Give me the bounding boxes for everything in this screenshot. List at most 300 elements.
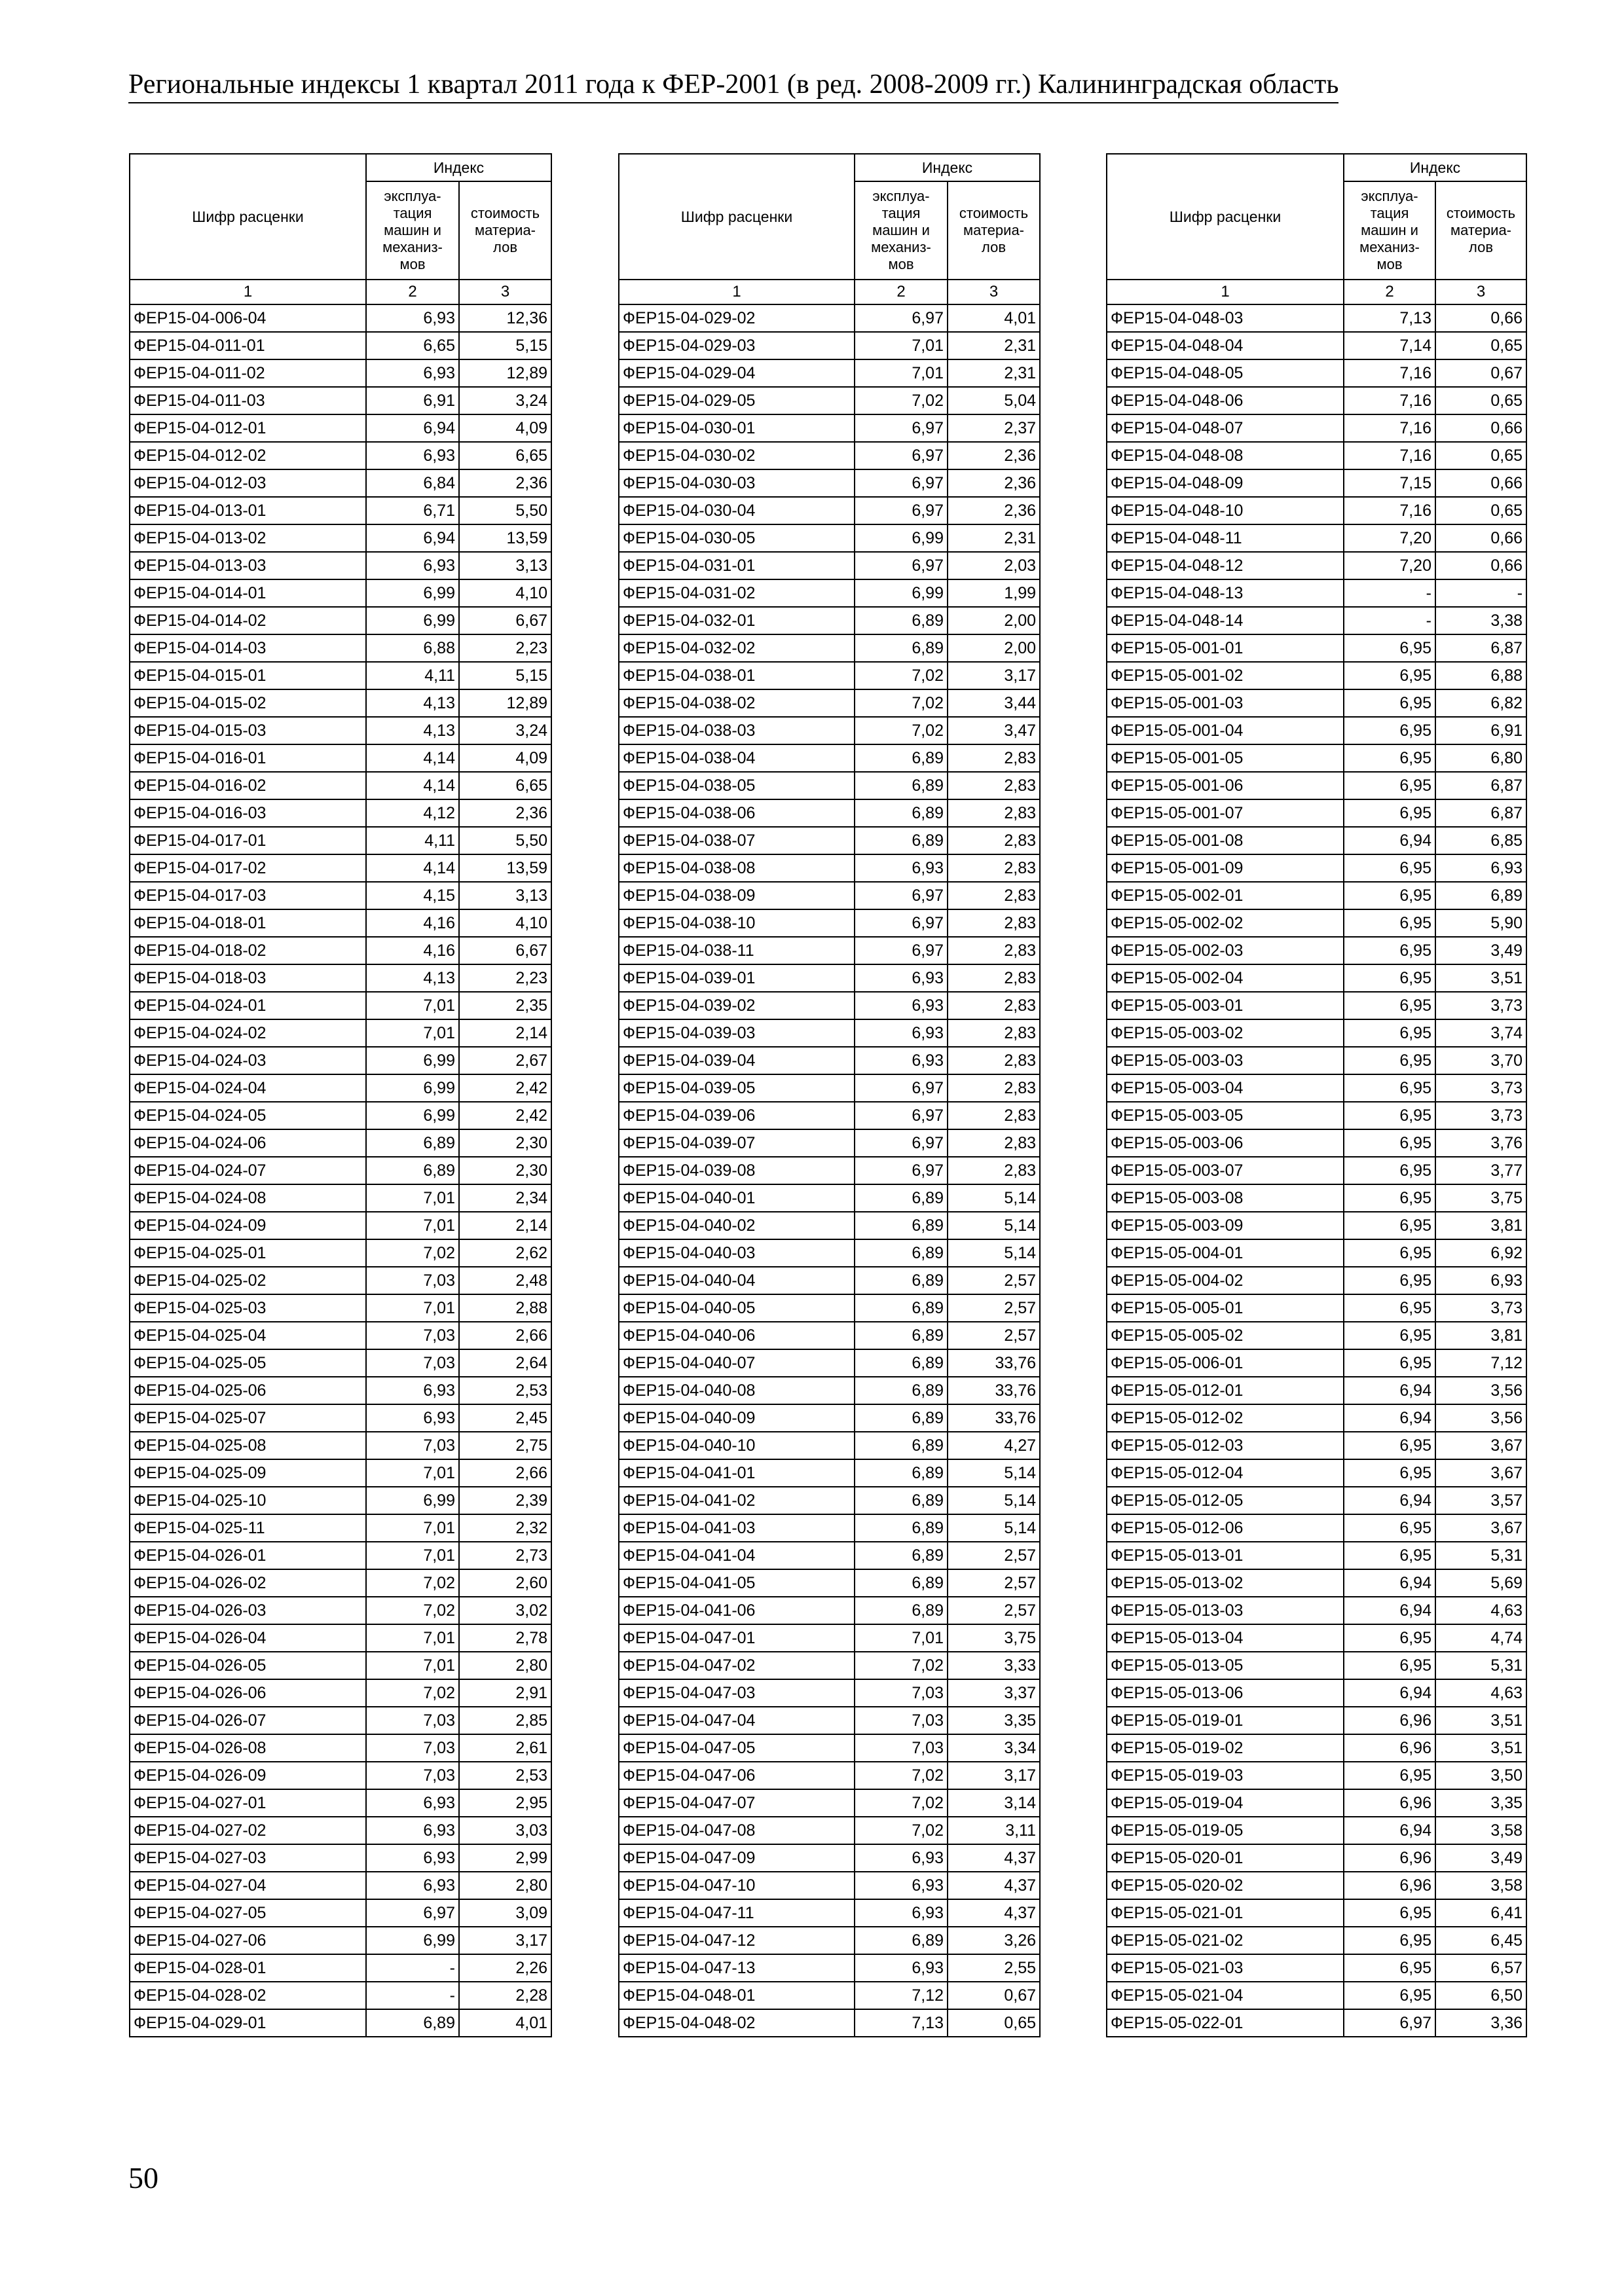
machines-index-cell: 7,01 xyxy=(366,1542,459,1569)
machines-index-cell: 6,89 xyxy=(855,1404,948,1432)
materials-index-cell: 4,74 xyxy=(1435,1624,1526,1652)
materials-index-cell: 2,83 xyxy=(948,772,1040,799)
machines-index-cell: 6,88 xyxy=(366,634,459,662)
materials-index-cell: 6,65 xyxy=(459,772,551,799)
machines-index-cell: 7,01 xyxy=(366,1624,459,1652)
machines-index-cell: 7,13 xyxy=(855,2009,948,2037)
table-row xyxy=(1107,1569,1526,1597)
materials-index-cell: 2,83 xyxy=(948,964,1040,992)
table-row xyxy=(1107,1487,1526,1514)
machines-index-cell: 4,11 xyxy=(366,827,459,854)
machines-index-cell: 6,95 xyxy=(1344,1157,1435,1184)
table-row xyxy=(1107,1294,1526,1322)
table-row xyxy=(1107,359,1526,387)
table-row xyxy=(130,1734,551,1762)
rate-code-cell: ФЕР15-04-018-01 xyxy=(130,909,366,937)
machines-index-cell: 6,93 xyxy=(366,1844,459,1872)
materials-index-cell: 3,77 xyxy=(1435,1157,1526,1184)
header-materials: стоимость материа-лов xyxy=(459,181,551,280)
materials-index-cell: 2,83 xyxy=(948,799,1040,827)
table-row xyxy=(130,332,551,359)
table-row xyxy=(130,1377,551,1404)
machines-index-cell: 6,93 xyxy=(366,1404,459,1432)
rate-code-cell: ФЕР15-05-002-01 xyxy=(1107,882,1344,909)
machines-index-cell: 6,97 xyxy=(855,1129,948,1157)
table-row xyxy=(619,414,1040,442)
machines-index-cell: 6,89 xyxy=(855,634,948,662)
rate-code-cell: ФЕР15-04-029-05 xyxy=(619,387,855,414)
rate-code-cell: ФЕР15-04-027-05 xyxy=(130,1899,366,1927)
rate-code-cell: ФЕР15-04-024-03 xyxy=(130,1047,366,1074)
machines-index-cell: 6,89 xyxy=(855,1542,948,1569)
machines-index-cell: 6,93 xyxy=(366,1789,459,1817)
table-row xyxy=(130,1872,551,1899)
machines-index-cell: 7,02 xyxy=(366,1597,459,1624)
table-row xyxy=(130,799,551,827)
rate-code-cell: ФЕР15-05-013-04 xyxy=(1107,1624,1344,1652)
materials-index-cell: 4,63 xyxy=(1435,1597,1526,1624)
machines-index-cell: 6,93 xyxy=(366,552,459,579)
machines-index-cell: 6,94 xyxy=(366,524,459,552)
rate-code-cell: ФЕР15-04-048-02 xyxy=(619,2009,855,2037)
rate-code-cell: ФЕР15-05-002-03 xyxy=(1107,937,1344,964)
rate-code-cell: ФЕР15-04-039-04 xyxy=(619,1047,855,1074)
materials-index-cell: 6,85 xyxy=(1435,827,1526,854)
table-row xyxy=(130,1514,551,1542)
materials-index-cell: 3,56 xyxy=(1435,1404,1526,1432)
table-row xyxy=(1107,1679,1526,1707)
materials-index-cell: 2,83 xyxy=(948,882,1040,909)
rate-code-cell: ФЕР15-04-030-02 xyxy=(619,442,855,469)
machines-index-cell: 7,03 xyxy=(855,1679,948,1707)
machines-index-cell: 7,20 xyxy=(1344,524,1435,552)
rate-code-cell: ФЕР15-04-030-03 xyxy=(619,469,855,497)
table-row xyxy=(1107,442,1526,469)
table-row xyxy=(1107,2009,1526,2037)
rate-code-cell: ФЕР15-04-048-13 xyxy=(1107,579,1344,607)
machines-index-cell: 7,03 xyxy=(366,1432,459,1459)
rate-code-cell: ФЕР15-04-038-01 xyxy=(619,662,855,689)
table-row xyxy=(130,1047,551,1074)
table-row xyxy=(619,1129,1040,1157)
materials-index-cell: 4,09 xyxy=(459,414,551,442)
rate-code-cell: ФЕР15-05-001-09 xyxy=(1107,854,1344,882)
table-row xyxy=(1107,937,1526,964)
machines-index-cell: 6,94 xyxy=(1344,1597,1435,1624)
table-row xyxy=(1107,1652,1526,1679)
materials-index-cell: 2,31 xyxy=(948,359,1040,387)
materials-index-cell: 6,93 xyxy=(1435,1267,1526,1294)
machines-index-cell: 6,95 xyxy=(1344,1542,1435,1569)
machines-index-cell: 6,97 xyxy=(855,469,948,497)
rate-code-cell: ФЕР15-04-006-04 xyxy=(130,304,366,332)
machines-index-cell: 7,01 xyxy=(366,992,459,1019)
machines-index-cell: 7,03 xyxy=(366,1707,459,1734)
rate-code-cell: ФЕР15-04-024-07 xyxy=(130,1157,366,1184)
machines-index-cell: 6,99 xyxy=(366,1927,459,1954)
materials-index-cell: 6,87 xyxy=(1435,799,1526,827)
rate-code-cell: ФЕР15-05-019-04 xyxy=(1107,1789,1344,1817)
machines-index-cell: 6,93 xyxy=(855,854,948,882)
table-row xyxy=(130,992,551,1019)
table-row xyxy=(130,1762,551,1789)
page-number: 50 xyxy=(128,2161,158,2195)
table-row xyxy=(130,827,551,854)
rate-code-cell: ФЕР15-04-040-05 xyxy=(619,1294,855,1322)
rate-code-cell: ФЕР15-05-021-03 xyxy=(1107,1954,1344,1982)
table-row xyxy=(619,1542,1040,1569)
materials-index-cell: 2,62 xyxy=(459,1239,551,1267)
machines-index-cell: 4,16 xyxy=(366,909,459,937)
rate-code-cell: ФЕР15-05-019-03 xyxy=(1107,1762,1344,1789)
machines-index-cell: 7,01 xyxy=(366,1459,459,1487)
rate-code-cell: ФЕР15-04-039-02 xyxy=(619,992,855,1019)
machines-index-cell: 6,95 xyxy=(1344,634,1435,662)
materials-index-cell: 2,34 xyxy=(459,1184,551,1212)
machines-index-cell: 6,89 xyxy=(855,1597,948,1624)
table-row xyxy=(130,882,551,909)
machines-index-cell: 6,89 xyxy=(855,744,948,772)
table-row xyxy=(1107,662,1526,689)
rate-code-cell: ФЕР15-05-022-01 xyxy=(1107,2009,1344,2037)
table-row xyxy=(619,552,1040,579)
table-row xyxy=(130,387,551,414)
materials-index-cell: 6,92 xyxy=(1435,1239,1526,1267)
machines-index-cell: 6,95 xyxy=(1344,1239,1435,1267)
rate-code-cell: ФЕР15-04-026-08 xyxy=(130,1734,366,1762)
rate-code-cell: ФЕР15-04-048-12 xyxy=(1107,552,1344,579)
rate-code-cell: ФЕР15-04-040-08 xyxy=(619,1377,855,1404)
rate-code-cell: ФЕР15-04-048-01 xyxy=(619,1982,855,2009)
table-row xyxy=(130,717,551,744)
materials-index-cell: 2,00 xyxy=(948,607,1040,634)
machines-index-cell: 6,95 xyxy=(1344,964,1435,992)
materials-index-cell: 7,12 xyxy=(1435,1349,1526,1377)
materials-index-cell: 2,03 xyxy=(948,552,1040,579)
machines-index-cell: 6,89 xyxy=(855,1184,948,1212)
table-row xyxy=(619,387,1040,414)
rate-code-cell: ФЕР15-04-038-09 xyxy=(619,882,855,909)
rate-code-cell: ФЕР15-04-047-08 xyxy=(619,1817,855,1844)
machines-index-cell: 6,97 xyxy=(855,1074,948,1102)
materials-index-cell: 2,73 xyxy=(459,1542,551,1569)
table-row xyxy=(130,1432,551,1459)
materials-index-cell: 6,89 xyxy=(1435,882,1526,909)
table-row xyxy=(130,1817,551,1844)
rate-code-cell: ФЕР15-05-021-04 xyxy=(1107,1982,1344,2009)
materials-index-cell: 3,24 xyxy=(459,387,551,414)
materials-index-cell: 4,27 xyxy=(948,1432,1040,1459)
table-row xyxy=(619,1789,1040,1817)
rate-code-cell: ФЕР15-04-026-03 xyxy=(130,1597,366,1624)
materials-index-cell: 3,44 xyxy=(948,689,1040,717)
table-row xyxy=(130,1899,551,1927)
table-row xyxy=(1107,992,1526,1019)
materials-index-cell: 2,48 xyxy=(459,1267,551,1294)
machines-index-cell: 6,95 xyxy=(1344,854,1435,882)
table-row xyxy=(619,1954,1040,1982)
machines-index-cell: 6,89 xyxy=(855,1432,948,1459)
machines-index-cell: 6,65 xyxy=(366,332,459,359)
materials-index-cell: 2,36 xyxy=(948,497,1040,524)
table-row xyxy=(130,744,551,772)
rate-code-cell: ФЕР15-04-013-03 xyxy=(130,552,366,579)
rate-code-cell: ФЕР15-04-040-02 xyxy=(619,1212,855,1239)
materials-index-cell: 2,45 xyxy=(459,1404,551,1432)
machines-index-cell: 6,84 xyxy=(366,469,459,497)
rate-code-cell: ФЕР15-05-013-06 xyxy=(1107,1679,1344,1707)
materials-index-cell: 33,76 xyxy=(948,1404,1040,1432)
table-row xyxy=(1107,1954,1526,1982)
materials-index-cell: 2,42 xyxy=(459,1102,551,1129)
machines-index-cell: 6,89 xyxy=(855,1514,948,1542)
machines-index-cell: - xyxy=(1344,607,1435,634)
materials-index-cell: 2,30 xyxy=(459,1157,551,1184)
materials-index-cell: 6,82 xyxy=(1435,689,1526,717)
rate-code-cell: ФЕР15-04-018-02 xyxy=(130,937,366,964)
machines-index-cell: 6,95 xyxy=(1344,1652,1435,1679)
materials-index-cell: 4,01 xyxy=(948,304,1040,332)
table-row xyxy=(619,772,1040,799)
machines-index-cell: 7,13 xyxy=(1344,304,1435,332)
materials-index-cell: 3,73 xyxy=(1435,1294,1526,1322)
machines-index-cell: 7,14 xyxy=(1344,332,1435,359)
machines-index-cell: 6,89 xyxy=(855,1377,948,1404)
table-row xyxy=(619,1762,1040,1789)
table-row xyxy=(1107,1707,1526,1734)
machines-index-cell: 6,97 xyxy=(855,552,948,579)
table-row xyxy=(130,414,551,442)
machines-index-cell: 6,95 xyxy=(1344,1762,1435,1789)
rate-code-cell: ФЕР15-05-012-03 xyxy=(1107,1432,1344,1459)
rate-code-cell: ФЕР15-04-026-09 xyxy=(130,1762,366,1789)
header-col-2: 2 xyxy=(366,280,459,304)
table-row xyxy=(1107,1074,1526,1102)
materials-index-cell: 2,14 xyxy=(459,1019,551,1047)
machines-index-cell: - xyxy=(366,1954,459,1982)
materials-index-cell: 2,26 xyxy=(459,1954,551,1982)
rate-code-cell: ФЕР15-05-012-05 xyxy=(1107,1487,1344,1514)
machines-index-cell: 6,89 xyxy=(855,827,948,854)
machines-index-cell: 6,93 xyxy=(366,304,459,332)
rate-code-cell: ФЕР15-04-047-07 xyxy=(619,1789,855,1817)
rate-code-cell: ФЕР15-04-047-05 xyxy=(619,1734,855,1762)
machines-index-cell: 6,89 xyxy=(366,1129,459,1157)
machines-index-cell: 7,16 xyxy=(1344,359,1435,387)
table-row xyxy=(1107,1624,1526,1652)
rate-code-cell: ФЕР15-05-003-04 xyxy=(1107,1074,1344,1102)
materials-index-cell: 2,83 xyxy=(948,1047,1040,1074)
header-index: Индекс xyxy=(366,154,551,181)
materials-index-cell: 2,30 xyxy=(459,1129,551,1157)
materials-index-cell: 5,04 xyxy=(948,387,1040,414)
rate-code-cell: ФЕР15-05-006-01 xyxy=(1107,1349,1344,1377)
machines-index-cell: 6,89 xyxy=(855,799,948,827)
machines-index-cell: 6,95 xyxy=(1344,1074,1435,1102)
materials-index-cell: 4,37 xyxy=(948,1899,1040,1927)
rate-code-cell: ФЕР15-05-004-01 xyxy=(1107,1239,1344,1267)
table-row xyxy=(130,304,551,332)
machines-index-cell: 7,01 xyxy=(366,1019,459,1047)
materials-index-cell: 2,57 xyxy=(948,1322,1040,1349)
materials-index-cell: 3,09 xyxy=(459,1899,551,1927)
machines-index-cell: 7,16 xyxy=(1344,442,1435,469)
materials-index-cell: 5,15 xyxy=(459,332,551,359)
machines-index-cell: 6,97 xyxy=(855,414,948,442)
machines-index-cell: 6,95 xyxy=(1344,1102,1435,1129)
machines-index-cell: 6,93 xyxy=(366,1872,459,1899)
header-col-1: 1 xyxy=(619,280,855,304)
table-row xyxy=(619,1322,1040,1349)
table-row xyxy=(619,1294,1040,1322)
machines-index-cell: 7,02 xyxy=(855,1762,948,1789)
materials-index-cell: 3,26 xyxy=(948,1927,1040,1954)
machines-index-cell: 6,99 xyxy=(855,524,948,552)
table-row xyxy=(130,359,551,387)
materials-index-cell: 6,67 xyxy=(459,607,551,634)
rate-code-cell: ФЕР15-04-048-10 xyxy=(1107,497,1344,524)
machines-index-cell: 6,93 xyxy=(366,442,459,469)
table-row xyxy=(619,1872,1040,1899)
machines-index-cell: 6,95 xyxy=(1344,882,1435,909)
materials-index-cell: 13,59 xyxy=(459,854,551,882)
table-row xyxy=(130,1267,551,1294)
machines-index-cell: 7,20 xyxy=(1344,552,1435,579)
materials-index-cell: 4,10 xyxy=(459,909,551,937)
rate-code-cell: ФЕР15-04-025-09 xyxy=(130,1459,366,1487)
rate-code-cell: ФЕР15-04-017-02 xyxy=(130,854,366,882)
table-row xyxy=(619,1432,1040,1459)
materials-index-cell: 3,13 xyxy=(459,882,551,909)
header-machines: эксплуа-тация машин и механиз-мов xyxy=(855,181,948,280)
rate-code-cell: ФЕР15-04-038-04 xyxy=(619,744,855,772)
materials-index-cell: 0,66 xyxy=(1435,469,1526,497)
machines-index-cell: - xyxy=(366,1982,459,2009)
machines-index-cell: 6,95 xyxy=(1344,1294,1435,1322)
rate-code-cell: ФЕР15-04-047-11 xyxy=(619,1899,855,1927)
table-row xyxy=(619,524,1040,552)
materials-index-cell: 0,65 xyxy=(1435,387,1526,414)
rate-code-cell: ФЕР15-04-039-01 xyxy=(619,964,855,992)
rate-code-cell: ФЕР15-04-025-02 xyxy=(130,1267,366,1294)
table-row xyxy=(130,1322,551,1349)
table-row xyxy=(619,332,1040,359)
table-row xyxy=(1107,1349,1526,1377)
machines-index-cell: 4,14 xyxy=(366,854,459,882)
table-row xyxy=(619,1899,1040,1927)
table-row xyxy=(619,1102,1040,1129)
rate-code-cell: ФЕР15-04-048-14 xyxy=(1107,607,1344,634)
table-row xyxy=(130,442,551,469)
machines-index-cell: 7,16 xyxy=(1344,497,1435,524)
table-row xyxy=(619,1239,1040,1267)
machines-index-cell: 6,97 xyxy=(855,497,948,524)
table-row xyxy=(619,1679,1040,1707)
rate-code-cell: ФЕР15-04-038-05 xyxy=(619,772,855,799)
table-row xyxy=(1107,1459,1526,1487)
table-row xyxy=(619,1514,1040,1542)
table-row xyxy=(619,992,1040,1019)
rate-code-cell: ФЕР15-04-041-02 xyxy=(619,1487,855,1514)
materials-index-cell: 2,99 xyxy=(459,1844,551,1872)
machines-index-cell: 6,93 xyxy=(366,359,459,387)
materials-index-cell: 33,76 xyxy=(948,1377,1040,1404)
table-row xyxy=(619,359,1040,387)
machines-index-cell: 6,95 xyxy=(1344,772,1435,799)
header-col-1: 1 xyxy=(130,280,366,304)
table-row xyxy=(1107,1377,1526,1404)
materials-index-cell: 6,57 xyxy=(1435,1954,1526,1982)
machines-index-cell: 6,94 xyxy=(366,414,459,442)
header-cipher: Шифр расценки xyxy=(619,154,855,280)
materials-index-cell: 3,58 xyxy=(1435,1872,1526,1899)
rate-code-cell: ФЕР15-04-047-12 xyxy=(619,1927,855,1954)
rate-code-cell: ФЕР15-04-026-06 xyxy=(130,1679,366,1707)
materials-index-cell: 3,73 xyxy=(1435,1074,1526,1102)
table-row xyxy=(619,634,1040,662)
rate-code-cell: ФЕР15-04-029-03 xyxy=(619,332,855,359)
machines-index-cell: 6,95 xyxy=(1344,1954,1435,1982)
machines-index-cell: 4,16 xyxy=(366,937,459,964)
machines-index-cell: 7,16 xyxy=(1344,387,1435,414)
machines-index-cell: 6,91 xyxy=(366,387,459,414)
rate-code-cell: ФЕР15-05-020-01 xyxy=(1107,1844,1344,1872)
machines-index-cell: 7,02 xyxy=(855,689,948,717)
materials-index-cell: 33,76 xyxy=(948,1349,1040,1377)
header-col-1: 1 xyxy=(1107,280,1344,304)
table-row xyxy=(1107,1322,1526,1349)
machines-index-cell: 7,02 xyxy=(366,1569,459,1597)
table-row xyxy=(1107,1432,1526,1459)
rate-code-cell: ФЕР15-04-025-03 xyxy=(130,1294,366,1322)
rate-code-cell: ФЕР15-04-012-03 xyxy=(130,469,366,497)
table-row xyxy=(1107,332,1526,359)
machines-index-cell: 7,01 xyxy=(855,359,948,387)
rate-code-cell: ФЕР15-04-013-01 xyxy=(130,497,366,524)
machines-index-cell: 6,89 xyxy=(855,1459,948,1487)
rate-code-cell: ФЕР15-04-039-08 xyxy=(619,1157,855,1184)
table-row xyxy=(619,304,1040,332)
rate-code-cell: ФЕР15-04-047-06 xyxy=(619,1762,855,1789)
materials-index-cell: 0,66 xyxy=(1435,304,1526,332)
table-row xyxy=(619,1927,1040,1954)
table-row xyxy=(1107,827,1526,854)
rate-code-cell: ФЕР15-04-011-03 xyxy=(130,387,366,414)
table-row xyxy=(130,1844,551,1872)
machines-index-cell: 7,01 xyxy=(366,1652,459,1679)
rate-code-cell: ФЕР15-05-019-02 xyxy=(1107,1734,1344,1762)
table-row xyxy=(619,1817,1040,1844)
materials-index-cell: 5,14 xyxy=(948,1212,1040,1239)
materials-index-cell: 2,83 xyxy=(948,827,1040,854)
machines-index-cell: 7,03 xyxy=(366,1322,459,1349)
rate-code-cell: ФЕР15-04-028-02 xyxy=(130,1982,366,2009)
rate-code-cell: ФЕР15-04-040-07 xyxy=(619,1349,855,1377)
rate-code-cell: ФЕР15-04-025-04 xyxy=(130,1322,366,1349)
machines-index-cell: 7,02 xyxy=(855,387,948,414)
materials-index-cell: 2,64 xyxy=(459,1349,551,1377)
table-row xyxy=(619,1844,1040,1872)
materials-index-cell: 2,32 xyxy=(459,1514,551,1542)
machines-index-cell: 4,11 xyxy=(366,662,459,689)
machines-index-cell: 6,99 xyxy=(366,1074,459,1102)
rate-code-cell: ФЕР15-04-025-01 xyxy=(130,1239,366,1267)
rate-code-cell: ФЕР15-05-001-04 xyxy=(1107,717,1344,744)
table-row xyxy=(1107,772,1526,799)
table-row xyxy=(1107,1982,1526,2009)
rate-code-cell: ФЕР15-04-018-03 xyxy=(130,964,366,992)
rate-code-cell: ФЕР15-05-005-02 xyxy=(1107,1322,1344,1349)
